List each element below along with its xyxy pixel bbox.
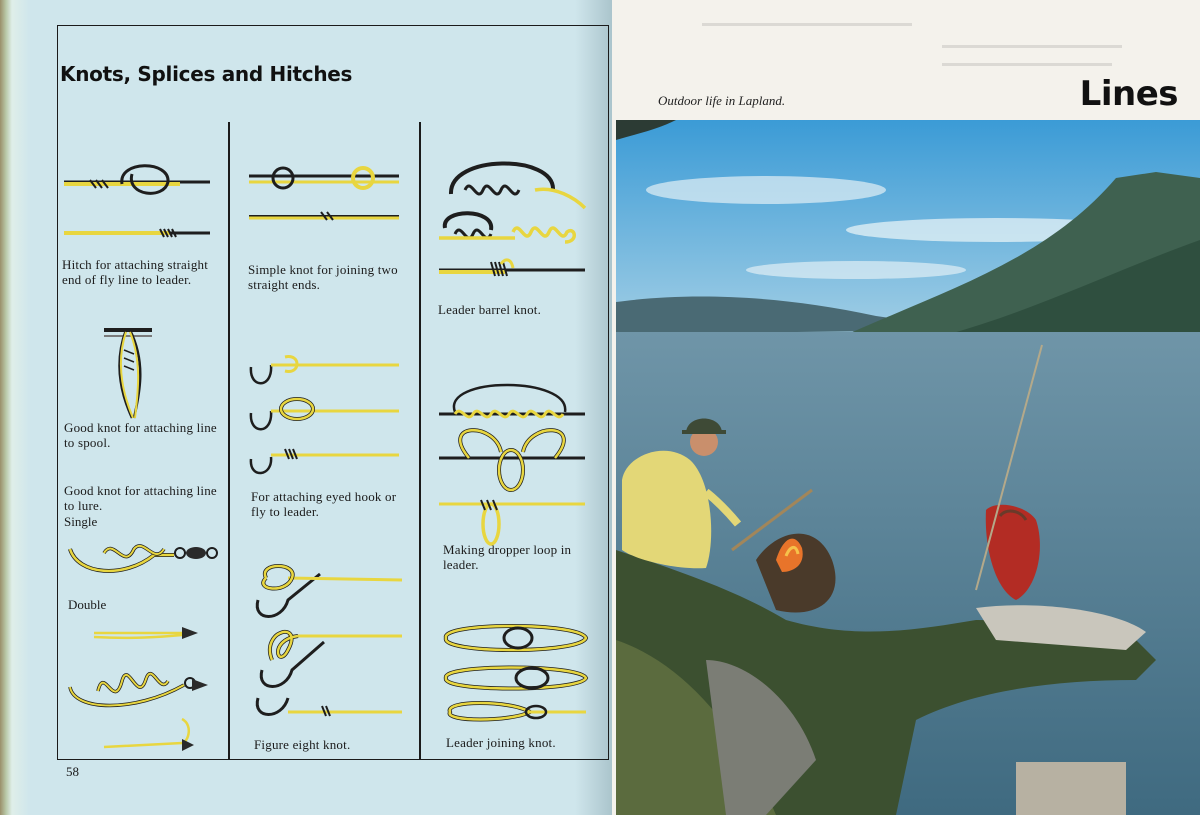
label-double: Double bbox=[68, 597, 107, 612]
caption-eyed-hook-knot: For attaching eyed hook or fly to leader. bbox=[251, 489, 397, 519]
caption-fly-line-hitch: Hitch for attaching straight end of fly line to leader. bbox=[62, 257, 209, 287]
caption-lure-knot: Good knot for attaching line to lure. bbox=[64, 483, 217, 513]
dropper-loop-illustration bbox=[435, 372, 590, 547]
fly-line-hitch-illustration bbox=[60, 160, 220, 245]
column-divider-1 bbox=[228, 122, 230, 760]
eyed-hook-knot-illustration bbox=[245, 345, 405, 475]
lapland-photo bbox=[616, 120, 1200, 815]
caption-dropper-loop: Making dropper loop in leader. bbox=[443, 542, 572, 572]
leader-joining-knot-illustration bbox=[440, 618, 592, 728]
label-single: Single bbox=[64, 514, 98, 529]
joining-knot-illustration bbox=[245, 160, 405, 228]
caption-leader-joining-knot: Leader joining knot. bbox=[446, 735, 556, 750]
right-page bbox=[612, 0, 1200, 815]
caption-barrel-knot: Leader barrel knot. bbox=[438, 302, 542, 317]
show-through-text: ▬▬▬▬▬▬▬▬▬▬▬▬▬▬▬▬▬ bbox=[942, 58, 1112, 69]
caption-spool-knot: Good knot for attaching line to spool. bbox=[64, 420, 217, 450]
page-title: Knots, Splices and Hitches bbox=[60, 62, 353, 86]
double-lure-knot-illustration bbox=[64, 615, 224, 760]
show-through-text: ▬▬▬▬▬▬▬▬▬▬▬▬▬▬▬▬▬▬▬▬▬ bbox=[702, 18, 912, 29]
page-heading: Lines bbox=[1079, 74, 1178, 114]
figure-eight-knot-illustration bbox=[248, 560, 408, 725]
photo-kicker: Outdoor life in Lapland. bbox=[658, 93, 786, 108]
barrel-knot-illustration bbox=[435, 150, 590, 280]
single-lure-knot-illustration bbox=[64, 535, 224, 595]
caption-figure-eight-knot: Figure eight knot. bbox=[254, 737, 351, 752]
column-divider-2 bbox=[419, 122, 421, 760]
page-number: 58 bbox=[66, 764, 79, 779]
show-through-text: ▬▬▬▬▬▬▬▬▬▬▬▬▬▬▬▬▬▬ bbox=[942, 40, 1122, 51]
caption-joining-knot: Simple knot for joining two straight ends. bbox=[248, 262, 398, 292]
page-edge bbox=[0, 0, 30, 815]
spool-knot-illustration bbox=[100, 322, 160, 422]
